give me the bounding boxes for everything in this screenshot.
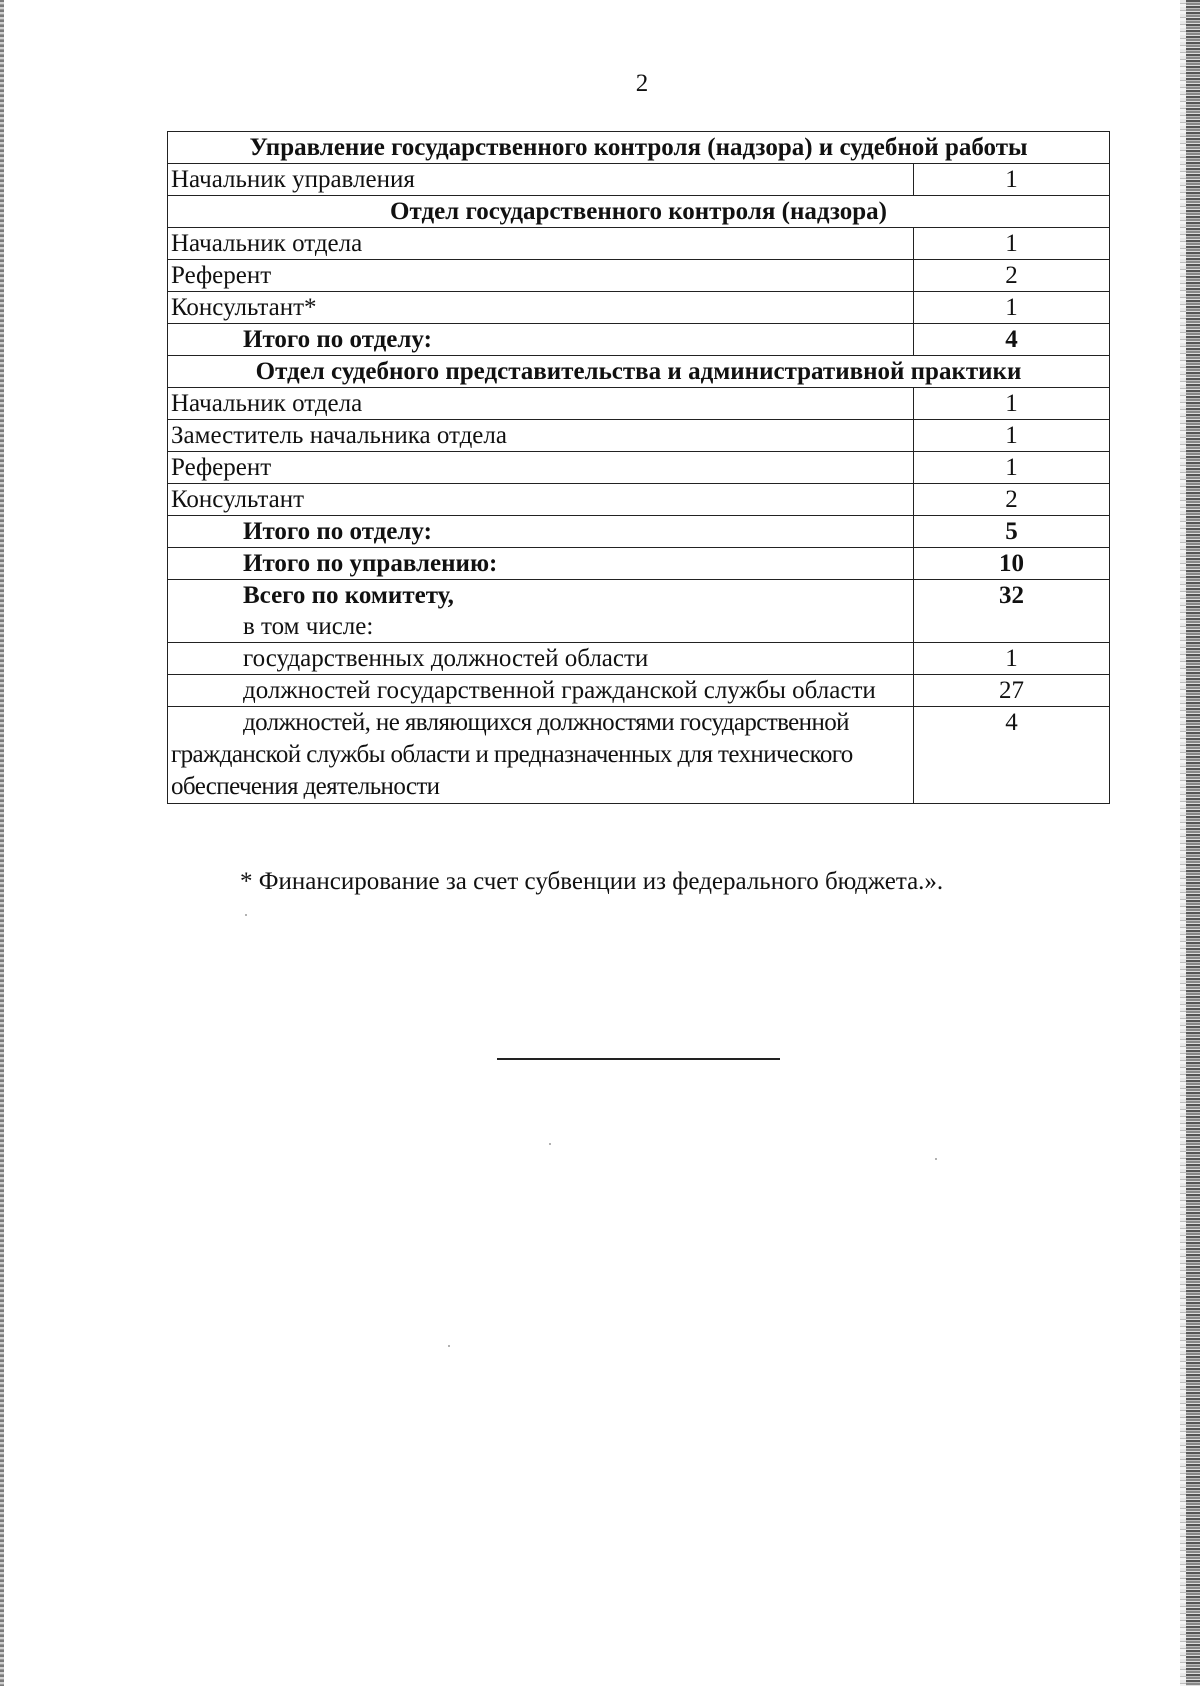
row-label: Референт — [168, 260, 914, 292]
department-total-row — [168, 516, 1110, 548]
table-row — [168, 164, 1110, 196]
staff-table — [167, 131, 1110, 804]
table-row — [168, 260, 1110, 292]
row-label: Заместитель начальника отдела — [168, 420, 914, 452]
row-label: Начальник отдела — [168, 228, 914, 260]
row-value: 1 — [914, 420, 1110, 452]
breakdown-label: должностей государственной гражданской службы области — [168, 675, 914, 707]
committee-total-sublabel: в том числе: — [243, 613, 374, 640]
department-title-row — [168, 196, 1110, 228]
scan-edge-left — [0, 0, 4, 1686]
section-title-row — [168, 132, 1110, 164]
breakdown-label: государственных должностей области — [168, 643, 914, 675]
breakdown-label: должностей, не являющихся должностями государственной гражданской службы области и предназначенных для технического обеспечения деятельности — [168, 707, 914, 804]
breakdown-value: 4 — [914, 707, 1110, 804]
table-row — [168, 484, 1110, 516]
row-value: 1 — [914, 164, 1110, 196]
row-value: 1 — [914, 388, 1110, 420]
total-label: Итого по отделу: — [168, 516, 914, 548]
breakdown-row — [168, 707, 1110, 804]
row-label: Начальник отдела — [168, 388, 914, 420]
scan-speck — [448, 1345, 450, 1347]
footnote: * Финансирование за счет субвенции из федерального бюджета.». — [240, 868, 944, 895]
row-value: 2 — [914, 484, 1110, 516]
scan-speck — [549, 1143, 551, 1145]
table-row — [168, 292, 1110, 324]
scan-speck — [245, 914, 247, 916]
section-total-value: 10 — [914, 548, 1110, 580]
section-total-label: Итого по управлению: — [168, 548, 914, 580]
breakdown-row — [168, 643, 1110, 675]
row-value: 1 — [914, 228, 1110, 260]
committee-total-value: 32 — [914, 580, 1110, 643]
committee-total-row — [168, 580, 1110, 643]
breakdown-row — [168, 675, 1110, 707]
table-row — [168, 452, 1110, 484]
department-2-title: Отдел судебного представительства и административной практики — [168, 356, 1110, 388]
department-1-title: Отдел государственного контроля (надзора) — [168, 196, 1110, 228]
row-label: Референт — [168, 452, 914, 484]
row-label: Консультант* — [168, 292, 914, 324]
row-label: Консультант — [168, 484, 914, 516]
breakdown-value: 27 — [914, 675, 1110, 707]
page-number: 2 — [635, 70, 649, 97]
scan-edge-right — [1186, 0, 1200, 1686]
row-label: Начальник управления — [168, 164, 914, 196]
row-value: 1 — [914, 292, 1110, 324]
row-value: 1 — [914, 452, 1110, 484]
total-label: Итого по отделу: — [168, 324, 914, 356]
breakdown-value: 1 — [914, 643, 1110, 675]
closing-rule — [497, 1058, 780, 1060]
row-value: 2 — [914, 260, 1110, 292]
scan-speck — [935, 1158, 937, 1160]
total-value: 5 — [914, 516, 1110, 548]
table-row — [168, 420, 1110, 452]
section-total-row — [168, 548, 1110, 580]
committee-total-label: Всего по комитету, — [243, 582, 454, 609]
department-title-row — [168, 356, 1110, 388]
committee-total-cell — [168, 580, 914, 643]
department-total-row — [168, 324, 1110, 356]
table-row — [168, 228, 1110, 260]
section-title: Управление государственного контроля (надзора) и судебной работы — [168, 132, 1110, 164]
total-value: 4 — [914, 324, 1110, 356]
table-row — [168, 388, 1110, 420]
